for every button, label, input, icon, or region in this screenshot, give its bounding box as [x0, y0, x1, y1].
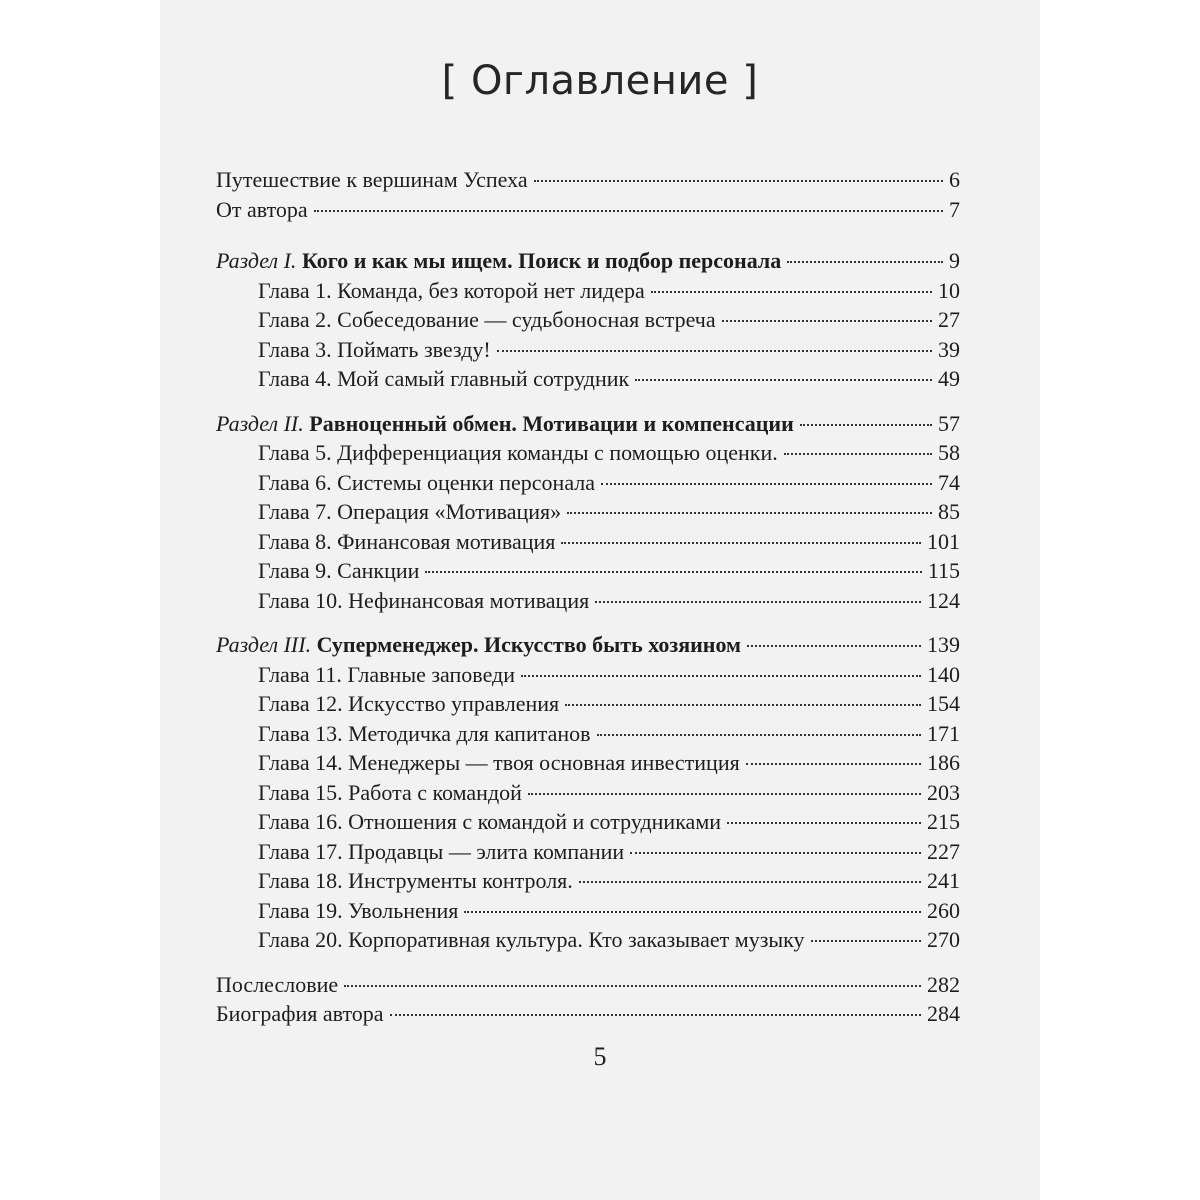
- toc-chapter-8: [216, 527, 960, 557]
- dot-leader: [567, 512, 932, 514]
- toc-chapter-page: 215: [927, 809, 960, 834]
- toc-chapter-page: 241: [927, 868, 960, 893]
- toc-chapter-label: Глава 19. Увольнения: [258, 897, 459, 923]
- dot-leader: [651, 291, 932, 293]
- toc-chapter-10: [216, 586, 960, 616]
- toc-chapter-6: [216, 468, 960, 498]
- toc-chapter-page: 10: [938, 277, 960, 303]
- toc-chapter-1: [216, 276, 960, 306]
- toc-section-label: [216, 246, 781, 276]
- dot-leader: [314, 210, 943, 212]
- toc-chapter-19: [216, 896, 960, 926]
- toc-section-page: 139: [927, 632, 960, 657]
- toc-chapter-page: 39: [938, 336, 960, 362]
- dot-leader: [722, 320, 932, 322]
- dot-leader: [595, 601, 921, 603]
- toc-section-1: [216, 246, 960, 276]
- toc-chapter-16: [216, 807, 960, 837]
- toc-chapter-label: Глава 1. Команда, без которой нет лидера: [258, 277, 645, 303]
- section-prefix: Раздел I.: [216, 248, 297, 273]
- toc-chapter-page: 260: [927, 897, 960, 923]
- toc-chapter-5: [216, 438, 960, 468]
- toc-chapter-label: Глава 18. Инструменты контроля.: [258, 868, 573, 893]
- toc-entry-journey: [216, 165, 960, 195]
- toc-entry-from-author: [216, 195, 960, 225]
- toc-chapter-page: 171: [927, 720, 960, 746]
- toc-chapter-label: Глава 9. Санкции: [258, 558, 420, 583]
- dot-leader: [800, 424, 932, 426]
- dot-leader: [601, 483, 932, 485]
- section-title: Равноценный обмен. Мотивации и компенсации: [309, 410, 794, 436]
- toc-chapter-label: Глава 10. Нефинансовая мотивация: [258, 587, 590, 613]
- toc-chapter-page: 270: [927, 927, 960, 952]
- toc-entry-author-biography: [216, 999, 960, 1029]
- dot-leader: [727, 822, 921, 824]
- toc-entry-afterword: [216, 970, 960, 1000]
- dot-leader: [635, 379, 932, 381]
- toc-chapter-page: 74: [938, 469, 960, 495]
- dot-leader: [787, 261, 943, 263]
- toc-chapter-4: [216, 364, 960, 394]
- section-title: Суперменеджер. Искусство быть хозяином: [316, 632, 742, 657]
- dot-leader: [464, 911, 921, 913]
- dot-leader: [521, 675, 921, 677]
- toc-section-page: 57: [938, 410, 960, 436]
- toc-chapter-13: [216, 719, 960, 749]
- section-title: Кого и как мы ищем. Поиск и подбор персонала: [301, 248, 782, 273]
- toc-entry-page: 284: [927, 1001, 960, 1026]
- toc-chapter-page: 49: [938, 366, 960, 391]
- page-title: [ Оглавление ]: [441, 58, 759, 104]
- toc-chapter-label: Глава 6. Системы оценки персонала: [258, 469, 596, 495]
- dot-leader: [597, 734, 921, 736]
- toc-chapter-page: 124: [927, 587, 960, 613]
- toc-chapter-12: [216, 689, 960, 719]
- toc-entry-label: Путешествие к вершинам Успеха: [216, 167, 528, 192]
- toc-chapter-label: Глава 8. Финансовая мотивация: [258, 528, 556, 554]
- toc-chapter-label: Глава 15. Работа с командой: [258, 779, 522, 805]
- toc-chapter-label: Глава 20. Корпоративная культура. Кто заказывает музыку: [258, 927, 805, 952]
- toc-chapter-page: 227: [927, 838, 960, 864]
- toc-chapter-label: Глава 14. Менеджеры — твоя основная инвестиция: [258, 750, 740, 775]
- toc-entry-page: 6: [949, 167, 960, 192]
- toc-chapter-label: Глава 3. Поймать звезду!: [258, 336, 491, 362]
- toc-chapter-label: Глава 16. Отношения с командой и сотрудниками: [258, 809, 722, 834]
- toc-chapter-15: [216, 778, 960, 808]
- toc-chapter-11: [216, 660, 960, 690]
- dot-leader: [811, 940, 921, 942]
- toc-chapter-label: Глава 13. Методичка для капитанов: [258, 720, 591, 746]
- toc-chapter-page: 27: [938, 307, 960, 332]
- toc-chapter-20: [216, 925, 960, 955]
- toc-chapter-page: 154: [927, 691, 960, 716]
- toc-section-label: [216, 409, 794, 439]
- toc-chapter-9: [216, 556, 960, 586]
- toc-chapter-page: 85: [938, 499, 960, 524]
- toc-chapter-label: Глава 2. Собеседование — судьбоносная встреча: [258, 307, 716, 332]
- section-prefix: Раздел III.: [216, 632, 312, 657]
- dot-leader: [579, 881, 921, 883]
- dot-leader: [561, 542, 921, 544]
- toc-chapter-page: 115: [927, 558, 960, 583]
- toc-entry-label: Послесловие: [216, 971, 339, 997]
- toc-chapter-3: [216, 335, 960, 365]
- toc-section-3: [216, 630, 960, 660]
- toc-chapter-18: [216, 866, 960, 896]
- toc-entry-page: 282: [927, 971, 960, 997]
- dot-leader: [528, 793, 921, 795]
- dot-leader: [497, 350, 932, 352]
- dot-leader: [747, 645, 921, 647]
- toc-section-label: [216, 630, 741, 660]
- dot-leader: [425, 571, 921, 573]
- page-number: 5: [593, 1042, 607, 1071]
- toc-entry-page: 7: [949, 196, 960, 222]
- dot-leader: [344, 985, 921, 987]
- toc-chapter-page: 58: [938, 440, 960, 465]
- dot-leader: [630, 852, 921, 854]
- toc-chapter-17: [216, 837, 960, 867]
- dot-leader: [534, 180, 943, 182]
- toc-chapter-14: [216, 748, 960, 778]
- toc-chapter-page: 140: [927, 661, 960, 687]
- toc-chapter-page: 203: [927, 779, 960, 805]
- toc-chapter-label: Глава 17. Продавцы — элита компании: [258, 838, 625, 864]
- dot-leader: [565, 704, 921, 706]
- toc-chapter-label: Глава 5. Дифференциация команды с помощью оценки.: [258, 440, 778, 465]
- dot-leader: [390, 1014, 921, 1016]
- toc-chapter-label: Глава 12. Искусство управления: [258, 691, 560, 716]
- toc-chapter-label: Глава 4. Мой самый главный сотрудник: [258, 366, 630, 391]
- toc-chapter-page: 186: [927, 750, 960, 775]
- section-prefix: Раздел II.: [216, 410, 304, 436]
- toc-chapter-7: [216, 497, 960, 527]
- toc-chapter-page: 101: [927, 528, 960, 554]
- toc-chapter-2: [216, 305, 960, 335]
- dot-leader: [784, 453, 932, 455]
- toc-section-page: 9: [949, 248, 960, 273]
- toc-entry-label: Биография автора: [216, 1001, 384, 1026]
- toc-chapter-label: Глава 11. Главные заповеди: [258, 661, 516, 687]
- table-of-contents: [216, 165, 960, 1029]
- dot-leader: [746, 763, 921, 765]
- toc-section-2: [216, 409, 960, 439]
- toc-entry-label: От автора: [216, 196, 308, 222]
- toc-chapter-label: Глава 7. Операция «Мотивация»: [258, 499, 562, 524]
